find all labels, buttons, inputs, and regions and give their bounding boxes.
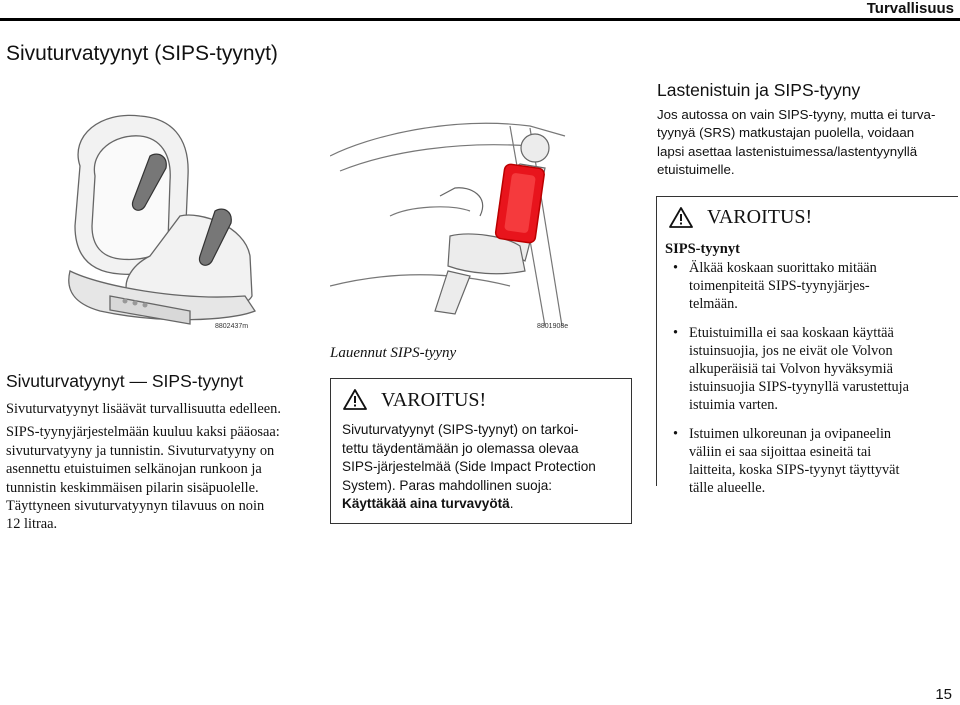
body-line: 12 litraa. bbox=[6, 516, 58, 533]
warning-bullet bbox=[665, 324, 955, 415]
warning-triangle-icon bbox=[343, 389, 367, 410]
warning-text bbox=[342, 421, 627, 514]
warning-line: System). Paras mahdollinen suoja: bbox=[342, 477, 553, 493]
left-body bbox=[6, 400, 316, 534]
bullet-line: tälle alueelle. bbox=[689, 480, 766, 497]
right-section-title: Lastenistuin ja SIPS-tyyny bbox=[657, 80, 861, 100]
car-figure-code: 8801908e bbox=[537, 323, 569, 330]
bullet-line: väliin ei saa sijoittaa esineitä tai bbox=[689, 443, 872, 460]
seat-figure-code: 8802437m bbox=[215, 323, 249, 330]
bullet-line: Älkää koskaan suorittako mitään bbox=[689, 260, 877, 276]
seat-illustration bbox=[40, 96, 275, 334]
running-header: Turvallisuus bbox=[866, 0, 954, 17]
warning-bullet bbox=[665, 259, 955, 314]
page-title: Sivuturvatyynyt (SIPS-tyynyt) bbox=[6, 42, 278, 65]
warning-box-sips bbox=[330, 378, 632, 524]
bullet-line: istuinsuojia, jos ne eivät ole Volvon bbox=[689, 342, 893, 359]
body-line: tunnistin keskimmäisen pilarin sisäpuolelle. bbox=[6, 479, 259, 496]
body-line: Jos autossa on vain SIPS-tyyny, mutta ei turva- bbox=[657, 107, 936, 122]
body-line: sivuturvatyyny ja tunnistin. Sivuturvatyyny on bbox=[6, 442, 275, 459]
right-body bbox=[657, 106, 955, 179]
bullet-line: Etuistuimilla ei saa koskaan käyttää bbox=[689, 324, 894, 341]
body-line: lapsi asettaa lastenistuimessa/lastentyynyllä bbox=[657, 143, 918, 159]
bullet-line: istuinsuojia SIPS-tyynyllä varustettuja bbox=[689, 379, 910, 396]
page-number: 15 bbox=[935, 686, 952, 703]
warning-heading: VAROITUS! bbox=[381, 389, 487, 411]
warning-line: Sivuturvatyynyt (SIPS-tyynyt) on tarkoi- bbox=[342, 422, 579, 437]
bullet-mark: • bbox=[673, 324, 679, 341]
warning-emphasis-end: . bbox=[509, 496, 514, 512]
figure-caption: Lauennut SIPS-tyyny bbox=[330, 345, 457, 361]
body-line: tyynyä (SRS) matkustajan puolella, voidaan bbox=[657, 125, 915, 141]
warning-bullet-list bbox=[665, 259, 955, 507]
bullet-mark: • bbox=[673, 425, 679, 442]
warning-bullet bbox=[665, 425, 955, 498]
warning-line: SIPS-järjestelmää (Side Impact Protection bbox=[342, 459, 596, 475]
warning-triangle-icon bbox=[669, 207, 693, 228]
warning-line: tettu täydentämään jo olemassa olevaa bbox=[342, 440, 579, 456]
body-line: SIPS-tyynyjärjestelmään kuuluu kaksi pääosaa: bbox=[6, 424, 280, 441]
warning-heading: VAROITUS! bbox=[707, 206, 813, 228]
section-title: Sivuturvatyynyt — SIPS-tyynyt bbox=[6, 371, 244, 391]
body-line: Sivuturvatyynyt lisäävät turvallisuutta edelleen. bbox=[6, 401, 281, 417]
bullet-line: istuimia varten. bbox=[689, 397, 778, 414]
warning-emphasis: Käyttäkää aina turvavyötä bbox=[342, 496, 510, 512]
bullet-line: Istuimen ulkoreunan ja ovipaneelin bbox=[689, 425, 892, 442]
bullet-mark: • bbox=[673, 260, 679, 276]
body-line: Täyttyneen sivuturvatyynyn tilavuus on noin bbox=[6, 498, 265, 515]
bullet-line: laitteita, koska SIPS-tyynyt täyttyvät bbox=[689, 462, 900, 479]
bullet-line: telmään. bbox=[689, 296, 738, 313]
body-line: etuistuimelle. bbox=[657, 161, 735, 177]
bullet-line: alkuperäisiä tai Volvon hyväksymiä bbox=[689, 361, 893, 378]
header-rule bbox=[0, 18, 960, 21]
warning-box-sips-rules bbox=[656, 196, 958, 497]
car-illustration bbox=[330, 96, 570, 331]
body-line: asennettu etuistuimen selkänojan runkoon ja bbox=[6, 461, 262, 478]
bullet-line: toimenpiteitä SIPS-tyynyjärjes- bbox=[689, 278, 870, 295]
warning-subheading: SIPS-tyynyt bbox=[665, 241, 740, 257]
